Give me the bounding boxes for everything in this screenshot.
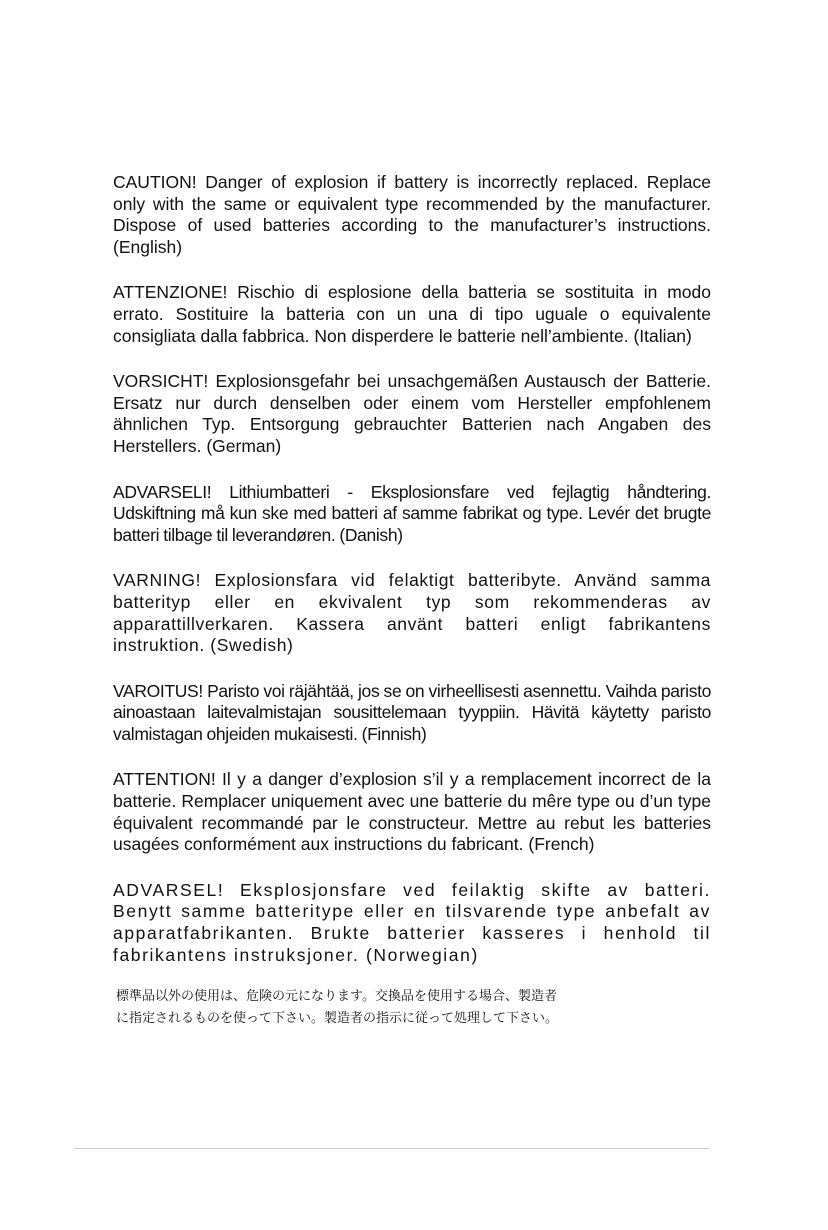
warning-finnish: VAROITUS! Paristo voi räjähtää, jos se on virheellisesti asennettu. Vaihda paristo ainoastaan laitevalmistajan sousittelemaan tyyppiin. Hävitä käytetty paristo valmistagan ohjeiden mukaisesti. (Finnish) — [113, 680, 711, 744]
warning-japanese-line-2: に指定されるものを使って下さい。製造者の指示に従って処理して下さい。 — [116, 1011, 559, 1027]
warning-english: CAUTION! Danger of explosion if battery is incorrectly replaced. Replace only with the same or equivalent type recommended by the manufacturer. Dispose of used batteries according to the manufacturer’s instructions. (English) — [113, 172, 711, 257]
warning-italian: ATTENZIONE! Rischio di esplosione della batteria se sostituita in modo errato. Sostituire la batteria con un una di tipo uguale o equivalente consigliata dalla fabbrica. Non disperdere le batterie nell’ambiente. (Italian) — [113, 282, 711, 346]
warning-japanese — [113, 986, 711, 1030]
warning-danish: ADVARSELI! Lithiumbatteri - Eksplosionsfare ved fejlagtig håndtering. Udskiftning må kun ske med batteri af samme fabrikat og type. Levér det brugte batteri tilbage til leverandøren. (Danish) — [113, 481, 711, 545]
battery-warnings — [113, 172, 711, 1030]
warning-norwegian: ADVARSEL! Eksplosjonsfare ved feilaktig skifte av batteri. Benytt samme batteritype eller en tilsvarende type anbefalt av apparatfabrikanten. Brukte batterier kasseres i henhold til fabrikantens instruksjoner. (Norwegian) — [113, 879, 711, 965]
warning-german: VORSICHT! Explosionsgefahr bei unsachgemäßen Austausch der Batterie. Ersatz nur durch denselben oder einem vom Hersteller empfohlenem ähnlichen Typ. Entsorgung gebrauchter Batterien nach Angaben des Herstellers. (German) — [113, 371, 711, 456]
warning-japanese-line-1: 標準品以外の使用は、危険の元になります。交換品を使用する場合、製造者 — [116, 989, 557, 1005]
warning-swedish: VARNING! Explosionsfara vid felaktigt batteribyte. Använd samma batterityp eller en ekvivalent typ som rekommenderas av apparattillverkaren. Kassera använt batteri enligt fabrikantens instruktion. (Swedish) — [113, 570, 711, 656]
warning-french: ATTENTION! Il y a danger d’explosion s’il y a remplacement incorrect de la batterie. Remplacer uniquement avec une batterie du mêre type ou d’un type équivalent recommandé par le constructeur. Mettre au rebut les batteries usagées conformément aux instructions du fabricant. (French) — [113, 769, 711, 855]
footer-divider — [74, 1148, 709, 1149]
